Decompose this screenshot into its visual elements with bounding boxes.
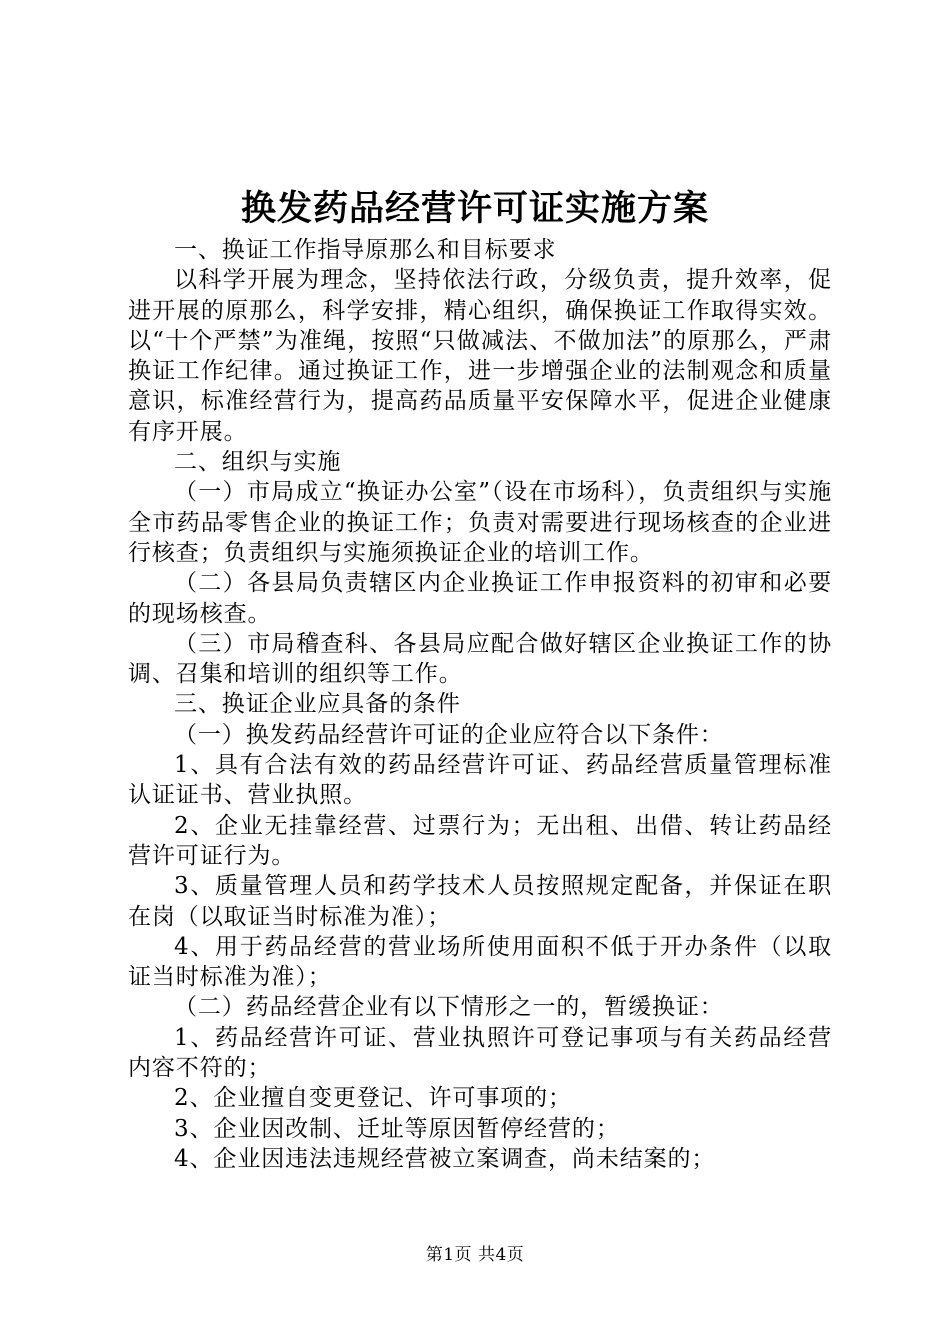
paragraph: （一）换发药品经营许可证的企业应符合以下条件： (174, 721, 724, 748)
section-heading-3: 三、换证企业应具备的条件 (174, 691, 461, 718)
paragraph: （二）各县局负责辖区内企业换证工作申报资料的初审和必要的现场核查。 (128, 570, 832, 627)
list-item: 2、企业无挂靠经营、过票行为；无出租、出借、转让药品经营许可证行为。 (128, 812, 832, 869)
paragraph: （二）药品经营企业有以下情形之一的，暂缓换证： (174, 994, 724, 1021)
list-item: 2、企业擅自变更登记、许可事项的； (174, 1085, 572, 1112)
list-item: 1、具有合法有效的药品经营许可证、药品经营质量管理标准认证证书、营业执照。 (128, 752, 832, 809)
paragraph: 以科学开展为理念，坚持依法行政，分级负责，提升效率，促进开展的原那么，科学安排，精心组织，确保换证工作取得实效。以“十个严禁”为准绳，按照“只做减法、不做加法”的原那么，严肃换证工作纪律。通过换证工作，进一步增强企业的法制观念和质量意识，标准经营行为，提高药品质量平安保障水平，促进企业健康有序开展。 (128, 267, 832, 445)
list-item: 4、企业因违法违规经营被立案调查，尚未结案的； (174, 1145, 716, 1172)
list-item: 1、药品经营许可证、营业执照许可登记事项与有关药品经营内容不符的； (128, 1024, 832, 1082)
section-heading-1: 一、换证工作指导原那么和目标要求 (174, 237, 557, 263)
document-body (128, 235, 832, 1174)
page-footer: 第1页 共4页 (425, 1245, 525, 1265)
section-heading-2: 二、组织与实施 (174, 449, 342, 476)
paragraph: （一）市局成立“换证办公室”（设在市场科），负责组织与实施全市药品零售企业的换证工作；负责对需要进行现场核查的企业进行核查；负责组织与实施须换证企业的培训工作。 (128, 479, 832, 566)
document-title: 换发药品经营许可证实施方案 (240, 188, 709, 229)
list-item: 3、企业因改制、迁址等原因暂停经营的； (174, 1115, 620, 1142)
list-item: 3、质量管理人员和药学技术人员按照规定配备，并保证在职在岗（以取证当时标准为准）； (128, 873, 832, 930)
list-item: 4、用于药品经营的营业场所使用面积不低于开办条件（以取证当时标准为准）； (128, 933, 832, 991)
paragraph: （三）市局稽查科、各县局应配合做好辖区企业换证工作的协调、召集和培训的组织等工作。 (128, 630, 832, 688)
